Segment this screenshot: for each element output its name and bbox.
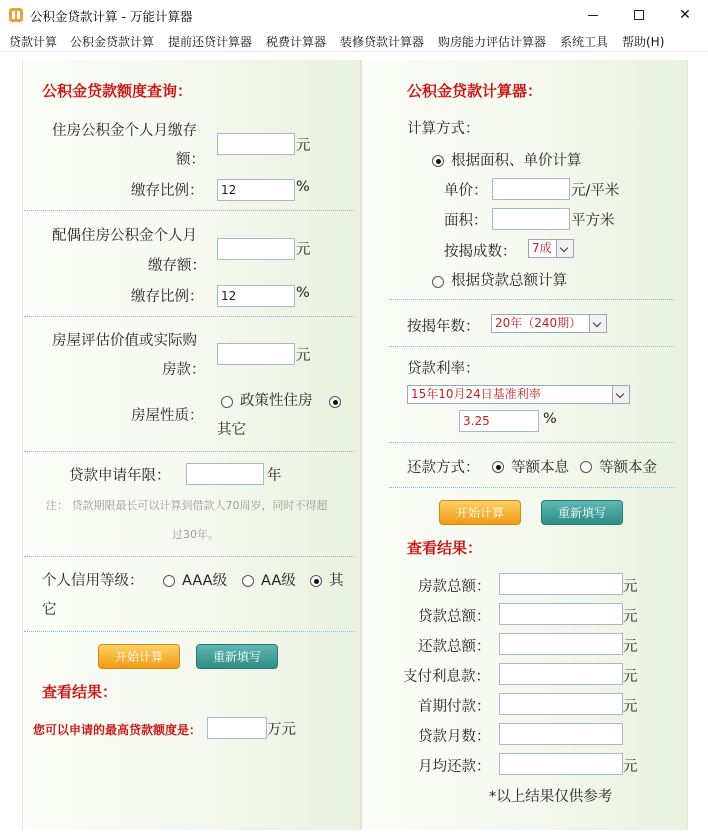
- method-area-label: 根据面积、单价计算: [451, 153, 582, 169]
- repay-equal-interest-radio[interactable]: [492, 461, 504, 473]
- result-unit: 元: [623, 669, 638, 685]
- result-unit: 元: [623, 759, 638, 775]
- max-loan-unit: 万元: [267, 722, 296, 738]
- spouse-ratio-unit: %: [296, 285, 310, 301]
- result-label: 贷款总额：: [418, 609, 491, 625]
- menu-tax-calc[interactable]: 税费计算器: [266, 35, 327, 49]
- rate-input[interactable]: [459, 410, 539, 432]
- result-unit: 元: [623, 699, 638, 715]
- dotted-divider: [389, 442, 674, 443]
- dotted-divider: [24, 316, 354, 317]
- years-label: 按揭年数：: [407, 319, 480, 335]
- result-unit: 元: [623, 609, 638, 625]
- dotted-divider: [389, 346, 674, 347]
- result-label: 贷款月数：: [418, 729, 491, 745]
- repay-equal-principal-label: 等额本金: [599, 460, 657, 476]
- house-price-input[interactable]: [217, 343, 295, 365]
- result-unit: 元: [623, 639, 638, 655]
- dotted-divider: [24, 451, 354, 452]
- rate-label: 贷款利率：: [407, 361, 480, 377]
- menu-decoration-loan-calc[interactable]: 装修贷款计算器: [340, 35, 425, 49]
- house-price-label-2: 房款：: [162, 362, 206, 378]
- loan-years-input[interactable]: [186, 463, 264, 485]
- spouse-deposit-label-1: 配偶住房公积金个人月: [52, 228, 197, 244]
- credit-level-label: 个人信用等级：: [42, 573, 144, 589]
- chevron-down-icon: [589, 315, 606, 332]
- monthly-payment-output[interactable]: [499, 753, 623, 775]
- right-result-title: 查看结果：: [407, 539, 483, 557]
- menu-system-tools[interactable]: 系统工具: [560, 35, 609, 49]
- quota-query-title: 公积金贷款额度查询：: [42, 82, 193, 100]
- close-button[interactable]: [662, 0, 708, 30]
- unit-price-unit: 元/平米: [571, 183, 620, 199]
- loan-years-note-2: 过30年。: [172, 528, 219, 541]
- maximize-icon: [634, 10, 644, 20]
- max-loan-output[interactable]: [207, 717, 267, 739]
- minimize-icon: [588, 15, 598, 16]
- loan-years-unit: 年: [267, 468, 282, 484]
- personal-ratio-input[interactable]: [217, 179, 295, 201]
- loan-years-label: 贷款申请年限：: [69, 468, 171, 484]
- personal-deposit-label-2: 额：: [176, 152, 205, 168]
- repay-method-label: 还款方式：: [407, 460, 480, 476]
- rate-select-value: 15年10月24日基准利率: [411, 387, 541, 401]
- house-type-label: 房屋性质：: [131, 408, 204, 424]
- spouse-ratio-label: 缴存比例：: [131, 289, 204, 305]
- repay-equal-interest-label: 等额本息: [511, 460, 569, 476]
- personal-deposit-label-1: 住房公积金个人月缴存: [52, 123, 197, 139]
- personal-ratio-unit: %: [296, 179, 310, 195]
- credit-aa-label: AA级: [261, 573, 296, 589]
- left-reset-button[interactable]: 重新填写: [196, 644, 278, 669]
- menu-help[interactable]: 帮助(H): [622, 35, 665, 49]
- total-loan-output[interactable]: [499, 603, 623, 625]
- spouse-ratio-input[interactable]: [217, 285, 295, 307]
- dotted-divider: [24, 210, 354, 211]
- loan-months-output[interactable]: [499, 723, 623, 745]
- loan-calculator-title: 公积金贷款计算器：: [407, 82, 543, 100]
- house-price-unit: 元: [296, 348, 311, 364]
- total-repayment-output[interactable]: [499, 633, 623, 655]
- area-label: 面积：: [444, 213, 488, 229]
- title-bar: [0, 0, 708, 30]
- result-label: 房款总额：: [418, 579, 491, 595]
- dotted-divider: [389, 299, 674, 300]
- menu-prepay-calc[interactable]: 提前还贷计算器: [168, 35, 253, 49]
- house-type-policy-label: 政策性住房: [240, 393, 313, 409]
- chevron-down-icon: [556, 240, 573, 257]
- menu-bar: [0, 30, 708, 52]
- area-unit: 平方米: [571, 213, 615, 229]
- right-reset-button[interactable]: 重新填写: [541, 500, 623, 525]
- disclaimer-text: *以上结果仅供参考: [489, 789, 613, 805]
- left-panel: [23, 60, 360, 830]
- total-house-price-output[interactable]: [499, 573, 623, 595]
- unit-price-label: 单价：: [444, 183, 488, 199]
- method-total-radio[interactable]: [432, 276, 444, 288]
- result-label: 首期付款：: [418, 699, 491, 715]
- credit-other-label-1: 其: [329, 573, 344, 589]
- credit-other-label-2: 它: [42, 602, 57, 618]
- dotted-divider: [24, 556, 354, 557]
- close-icon: ✕: [679, 7, 691, 23]
- credit-aaa-radio[interactable]: [163, 575, 175, 587]
- years-value: 20年（240期）: [495, 316, 582, 330]
- spouse-deposit-label-2: 缴存额：: [148, 258, 206, 274]
- result-unit: 元: [623, 579, 638, 595]
- max-loan-label: 您可以申请的最高贷款额度是：: [33, 723, 202, 737]
- calc-method-label: 计算方式：: [407, 121, 480, 137]
- method-area-radio[interactable]: [432, 155, 444, 167]
- result-label: 月均还款：: [418, 759, 491, 775]
- dotted-divider: [24, 631, 354, 632]
- window-title: 公积金贷款计算 - 万能计算器: [30, 9, 193, 24]
- mortgage-ratio-value: 7成: [532, 241, 552, 255]
- maximize-button[interactable]: [616, 0, 662, 30]
- result-label: 还款总额：: [418, 639, 491, 655]
- repay-equal-principal-radio[interactable]: [580, 461, 592, 473]
- credit-aa-radio[interactable]: [242, 575, 254, 587]
- credit-aaa-label: AAA级: [182, 573, 228, 589]
- right-calculate-button[interactable]: 开始计算: [439, 500, 521, 525]
- area-input[interactable]: [492, 208, 570, 230]
- dotted-divider: [389, 487, 674, 488]
- right-panel-edge: [687, 60, 688, 830]
- credit-other-radio[interactable]: [310, 575, 322, 587]
- spouse-deposit-unit: 元: [296, 242, 311, 258]
- left-result-title: 查看结果：: [42, 683, 118, 701]
- down-payment-output[interactable]: [499, 693, 623, 715]
- house-type-other-radio[interactable]: [329, 396, 341, 408]
- personal-deposit-input[interactable]: [217, 133, 295, 155]
- house-type-other-label: 其它: [217, 422, 246, 438]
- mortgage-ratio-label: 按揭成数：: [444, 244, 517, 260]
- personal-ratio-label: 缴存比例：: [131, 183, 204, 199]
- loan-years-note-1: 注： 贷款期限最长可以计算到借款人70周岁，同时不得超: [46, 499, 328, 512]
- mortgage-ratio-select[interactable]: [528, 239, 574, 258]
- result-label: 支付利息款：: [403, 669, 490, 685]
- personal-deposit-unit: 元: [296, 138, 311, 154]
- rate-unit: %: [543, 411, 557, 427]
- house-price-label-1: 房屋评估价值或实际购: [52, 333, 197, 349]
- method-total-label: 根据贷款总额计算: [451, 273, 567, 289]
- menu-loan-calc[interactable]: 贷款计算: [9, 35, 58, 49]
- unit-price-input[interactable]: [492, 178, 570, 200]
- left-calculate-button[interactable]: 开始计算: [98, 644, 180, 669]
- spouse-deposit-input[interactable]: [217, 238, 295, 260]
- house-type-policy-radio[interactable]: [221, 396, 233, 408]
- rate-select[interactable]: [407, 385, 630, 404]
- menu-affordability-calc[interactable]: 购房能力评估计算器: [438, 35, 547, 49]
- minimize-button[interactable]: [570, 0, 616, 30]
- interest-output[interactable]: [499, 663, 623, 685]
- years-select[interactable]: [491, 314, 607, 333]
- menu-fund-loan-calc[interactable]: 公积金贷款计算: [70, 35, 155, 49]
- chevron-down-icon: [612, 386, 629, 403]
- app-icon: [9, 8, 23, 22]
